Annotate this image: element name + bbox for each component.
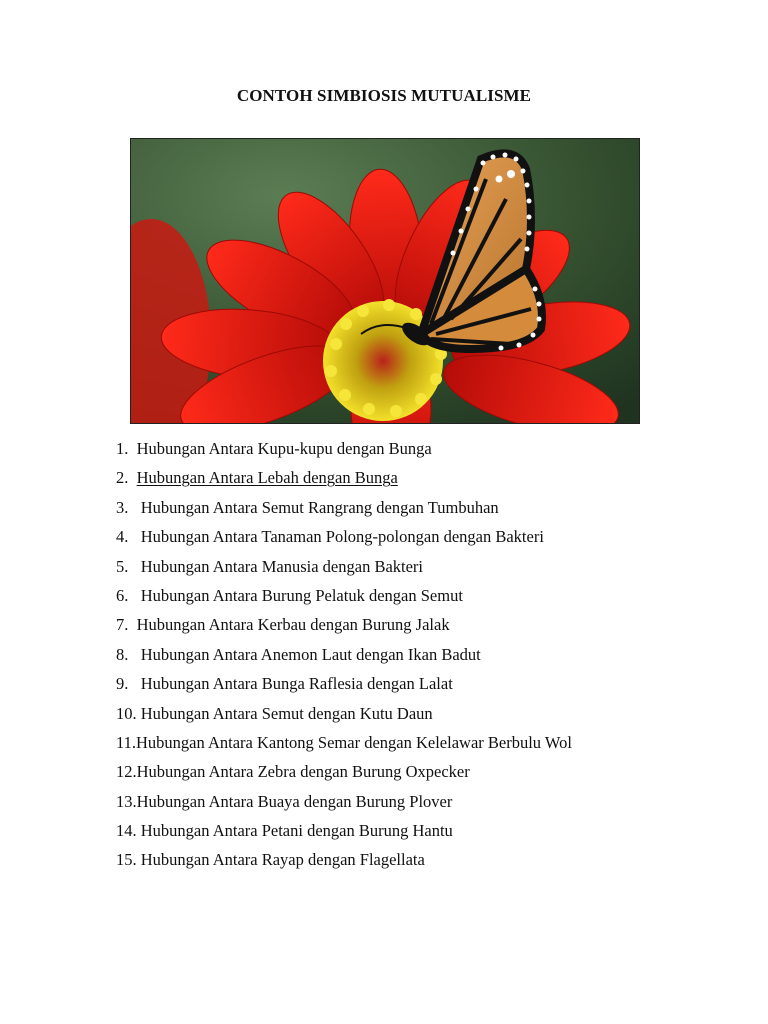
list-item-text: Hubungan Antara Petani dengan Burung Hantu [140, 821, 453, 841]
list-item [116, 848, 572, 877]
list-item [116, 555, 572, 584]
list-item [116, 643, 572, 672]
list-item [116, 584, 572, 613]
list-item-text: Hubungan Antara Kerbau dengan Burung Jalak [136, 615, 450, 635]
list-item [116, 613, 572, 642]
list-item-text: Hubungan Antara Burung Pelatuk dengan Semut [140, 585, 463, 605]
list-item-text: Hubungan Antara Anemon Laut dengan Ikan Badut [140, 644, 481, 664]
list-item-number: 3. [116, 497, 129, 517]
list-item-number: 8. [116, 644, 129, 664]
page-title: CONTOH SIMBIOSIS MUTUALISME [236, 86, 532, 105]
symbiosis-list [116, 437, 572, 878]
butterfly-flower-photo [130, 138, 640, 424]
list-item-number: 2. [116, 468, 129, 488]
list-item-text: Hubungan Antara Tanaman Polong-polongan dengan Bakteri [140, 527, 544, 547]
list-item [116, 466, 572, 495]
list-item-number: 12. [116, 762, 137, 782]
list-item-number: 11. [116, 732, 137, 752]
list-item [116, 672, 572, 701]
list-item [116, 819, 572, 848]
list-item-text: Hubungan Antara Rayap dengan Flagellata [140, 850, 425, 870]
list-item-text: Hubungan Antara Bunga Raflesia dengan Lalat [140, 674, 453, 694]
list-item-number: 6. [116, 585, 129, 605]
list-item-text: Hubungan Antara Semut dengan Kutu Daun [140, 703, 433, 723]
list-item [116, 731, 572, 760]
list-item-text: Hubungan Antara Buaya dengan Burung Plover [136, 791, 453, 811]
list-item-text: Hubungan Antara Zebra dengan Burung Oxpecker [136, 762, 470, 782]
list-item [116, 790, 572, 819]
list-item [116, 496, 572, 525]
list-item-number: 5. [116, 556, 129, 576]
list-item-number: 9. [116, 674, 129, 694]
list-item-number: 14. [116, 821, 137, 841]
list-item-text: Hubungan Antara Lebah dengan Bunga [136, 468, 398, 488]
list-item [116, 525, 572, 554]
list-item [116, 437, 572, 466]
list-item-text: Hubungan Antara Manusia dengan Bakteri [140, 556, 424, 576]
list-item-text: Hubungan Antara Semut Rangrang dengan Tumbuhan [140, 497, 499, 517]
list-item [116, 760, 572, 789]
list-item-number: 13. [116, 791, 137, 811]
list-item-number: 4. [116, 527, 129, 547]
list-item-number: 10. [116, 703, 137, 723]
list-item-number: 1. [116, 439, 129, 458]
list-item-number: 7. [116, 615, 129, 635]
list-item-text: Hubungan Antara Kantong Semar dengan Kelelawar Berbulu Wol [136, 732, 572, 752]
list-item-number: 15. [116, 850, 137, 870]
list-item [116, 702, 572, 731]
list-item-text: Hubungan Antara Kupu-kupu dengan Bunga [136, 439, 432, 458]
